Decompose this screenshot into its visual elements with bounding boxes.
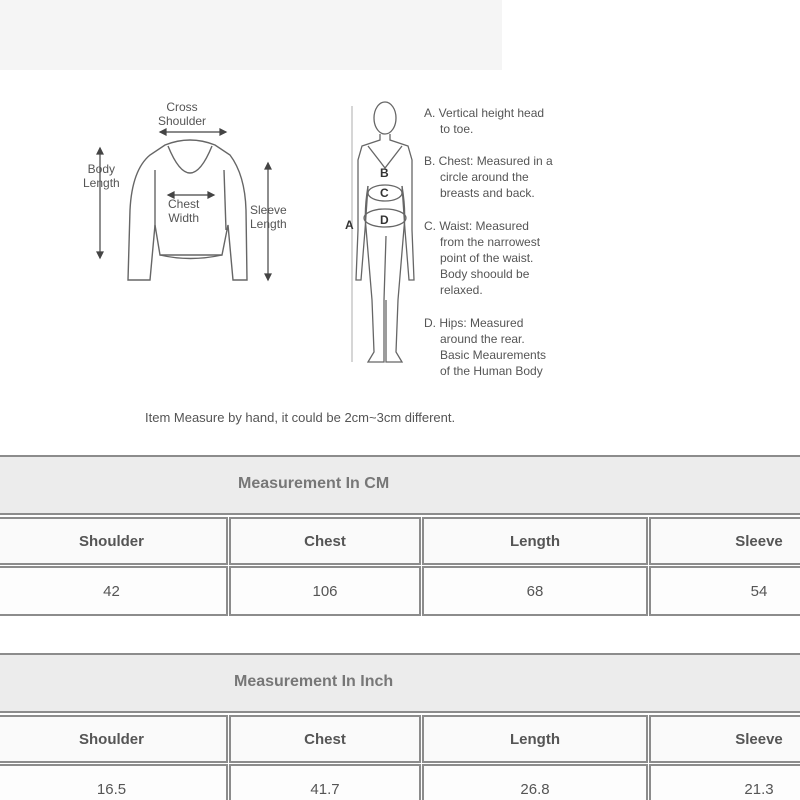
marker-b: B <box>380 166 389 180</box>
body-figure <box>352 102 414 362</box>
table-inch-value-length: 26.8 <box>422 764 648 800</box>
measurement-diagram <box>0 70 800 450</box>
table-cm-header-chest: Chest <box>229 517 421 565</box>
description-b: B. Chest: Measured in a circle around the breasts and back. <box>424 154 553 200</box>
diagram-drawing <box>0 70 800 450</box>
table-inch-header-shoulder: Shoulder <box>0 715 228 763</box>
marker-a: A <box>345 218 354 232</box>
table-cm-header-length: Length <box>422 517 648 565</box>
table-cm-value-chest: 106 <box>229 566 421 616</box>
table-inch-value-chest: 41.7 <box>229 764 421 800</box>
description-c: C. Waist: Measured from the narrowest point of the waist. Body shoould be relaxed. <box>424 219 541 297</box>
cross-shoulder-label: Cross Shoulder <box>158 100 207 128</box>
table-inch <box>0 653 800 800</box>
table-cm-value-sleeve: 54 <box>649 566 800 616</box>
chest-width-label: Chest Width <box>168 197 200 225</box>
table-cm-header-shoulder: Shoulder <box>0 517 228 565</box>
top-banner <box>0 0 502 70</box>
table-inch-header-sleeve: Sleeve <box>649 715 800 763</box>
sleeve-length-label: Sleeve Length <box>250 203 287 231</box>
table-cm-value-shoulder: 42 <box>0 566 228 616</box>
table-inch-value-sleeve: 21.3 <box>649 764 800 800</box>
marker-d: D <box>380 213 389 227</box>
marker-c: C <box>380 186 389 200</box>
table-inch-value-shoulder: 16.5 <box>0 764 228 800</box>
table-cm-title: Measurement In CM <box>238 475 390 492</box>
measure-note: Item Measure by hand, it could be 2cm~3cm different. <box>145 410 456 425</box>
table-inch-title-bar <box>0 653 800 713</box>
table-cm <box>0 455 800 620</box>
table-cm-header-sleeve: Sleeve <box>649 517 800 565</box>
table-inch-header-chest: Chest <box>229 715 421 763</box>
table-inch-title: Measurement In Inch <box>234 673 394 690</box>
table-cm-value-length: 68 <box>422 566 648 616</box>
table-inch-header-length: Length <box>422 715 648 763</box>
description-d: D. Hips: Measured around the rear. Basic Meaurements of the Human Body <box>424 316 547 378</box>
body-length-label: Body Length <box>83 162 120 190</box>
description-a: A. Vertical height head to toe. <box>424 106 545 136</box>
table-cm-title-bar <box>0 455 800 515</box>
